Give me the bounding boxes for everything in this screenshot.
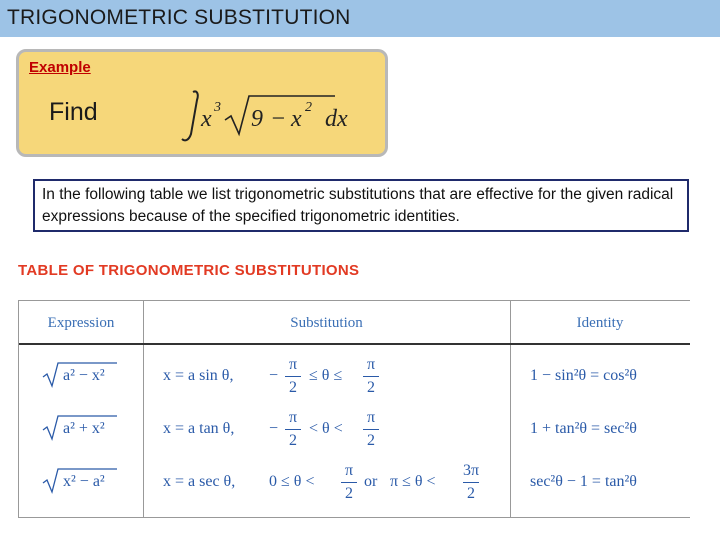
expression-cell: a² − x² [63, 367, 105, 384]
title-bar [0, 0, 720, 37]
intro-box [33, 179, 689, 232]
identity-cell: 1 − sin²θ = cos²θ [530, 367, 637, 384]
range-sign: − [269, 420, 279, 437]
substitution-table [18, 300, 690, 518]
fraction [341, 462, 357, 503]
fraction-denominator: 2 [367, 379, 375, 396]
column-header-expression: Expression [47, 315, 115, 331]
integral-exp3: 3 [214, 100, 221, 115]
fraction [363, 409, 379, 450]
integral-x: x [291, 106, 302, 132]
fraction-numerator: π [344, 462, 354, 479]
fraction-denominator: 2 [289, 432, 297, 449]
fraction-numerator: π [366, 409, 376, 426]
range-inequality: ≤ θ ≤ [309, 367, 343, 384]
substitution-cell: x = a tan θ, [163, 420, 235, 437]
fraction [285, 409, 301, 450]
fraction-denominator: 2 [345, 485, 353, 502]
integral-expression [179, 86, 359, 146]
column-header-substitution: Substitution [290, 315, 363, 331]
identity-cell: 1 + tan²θ = sec²θ [530, 420, 637, 437]
intro-text: In the following table we list trigonometric substitutions that are effective for the given radical expressions because of the specified trigonometric identities. [42, 186, 674, 225]
range-inequality: 0 ≤ θ < [269, 473, 315, 490]
fraction-denominator: 2 [289, 379, 297, 396]
identity-cell: sec²θ − 1 = tan²θ [530, 473, 637, 490]
range-inequality: < θ < [309, 420, 343, 437]
integral-minus: − [270, 106, 287, 132]
fraction-numerator: π [288, 409, 298, 426]
range-sign: − [269, 367, 279, 384]
integral-exp2: 2 [305, 100, 312, 115]
example-label: Example [29, 59, 91, 76]
find-label: Find [49, 98, 98, 126]
integral-sign [182, 91, 198, 140]
example-box [16, 49, 388, 157]
slide-title: TRIGONOMETRIC SUBSTITUTION [7, 6, 351, 29]
substitution-cell: x = a sin θ, [163, 367, 234, 384]
fraction-numerator: π [288, 356, 298, 373]
table-heading: TABLE OF TRIGONOMETRIC SUBSTITUTIONS [18, 262, 360, 279]
range-inequality: π ≤ θ < [390, 473, 436, 490]
fraction-numerator: 3π [463, 462, 480, 479]
integral-coef: x [201, 106, 212, 132]
fraction-denominator: 2 [467, 485, 476, 502]
integral-dx: dx [325, 106, 348, 132]
expression-cell: x² − a² [63, 473, 105, 490]
column-divider [143, 301, 144, 517]
fraction [363, 356, 379, 397]
substitution-cell: x = a sec θ, [163, 473, 236, 490]
fraction [285, 356, 301, 397]
fraction [463, 462, 479, 503]
integral-9: 9 [251, 106, 263, 132]
column-header-identity: Identity [576, 315, 624, 331]
header-rule [19, 343, 690, 345]
fraction-denominator: 2 [367, 432, 375, 449]
range-or: or [364, 473, 378, 490]
fraction-numerator: π [366, 356, 376, 373]
expression-cell: a² + x² [63, 420, 105, 437]
column-divider [510, 301, 511, 517]
